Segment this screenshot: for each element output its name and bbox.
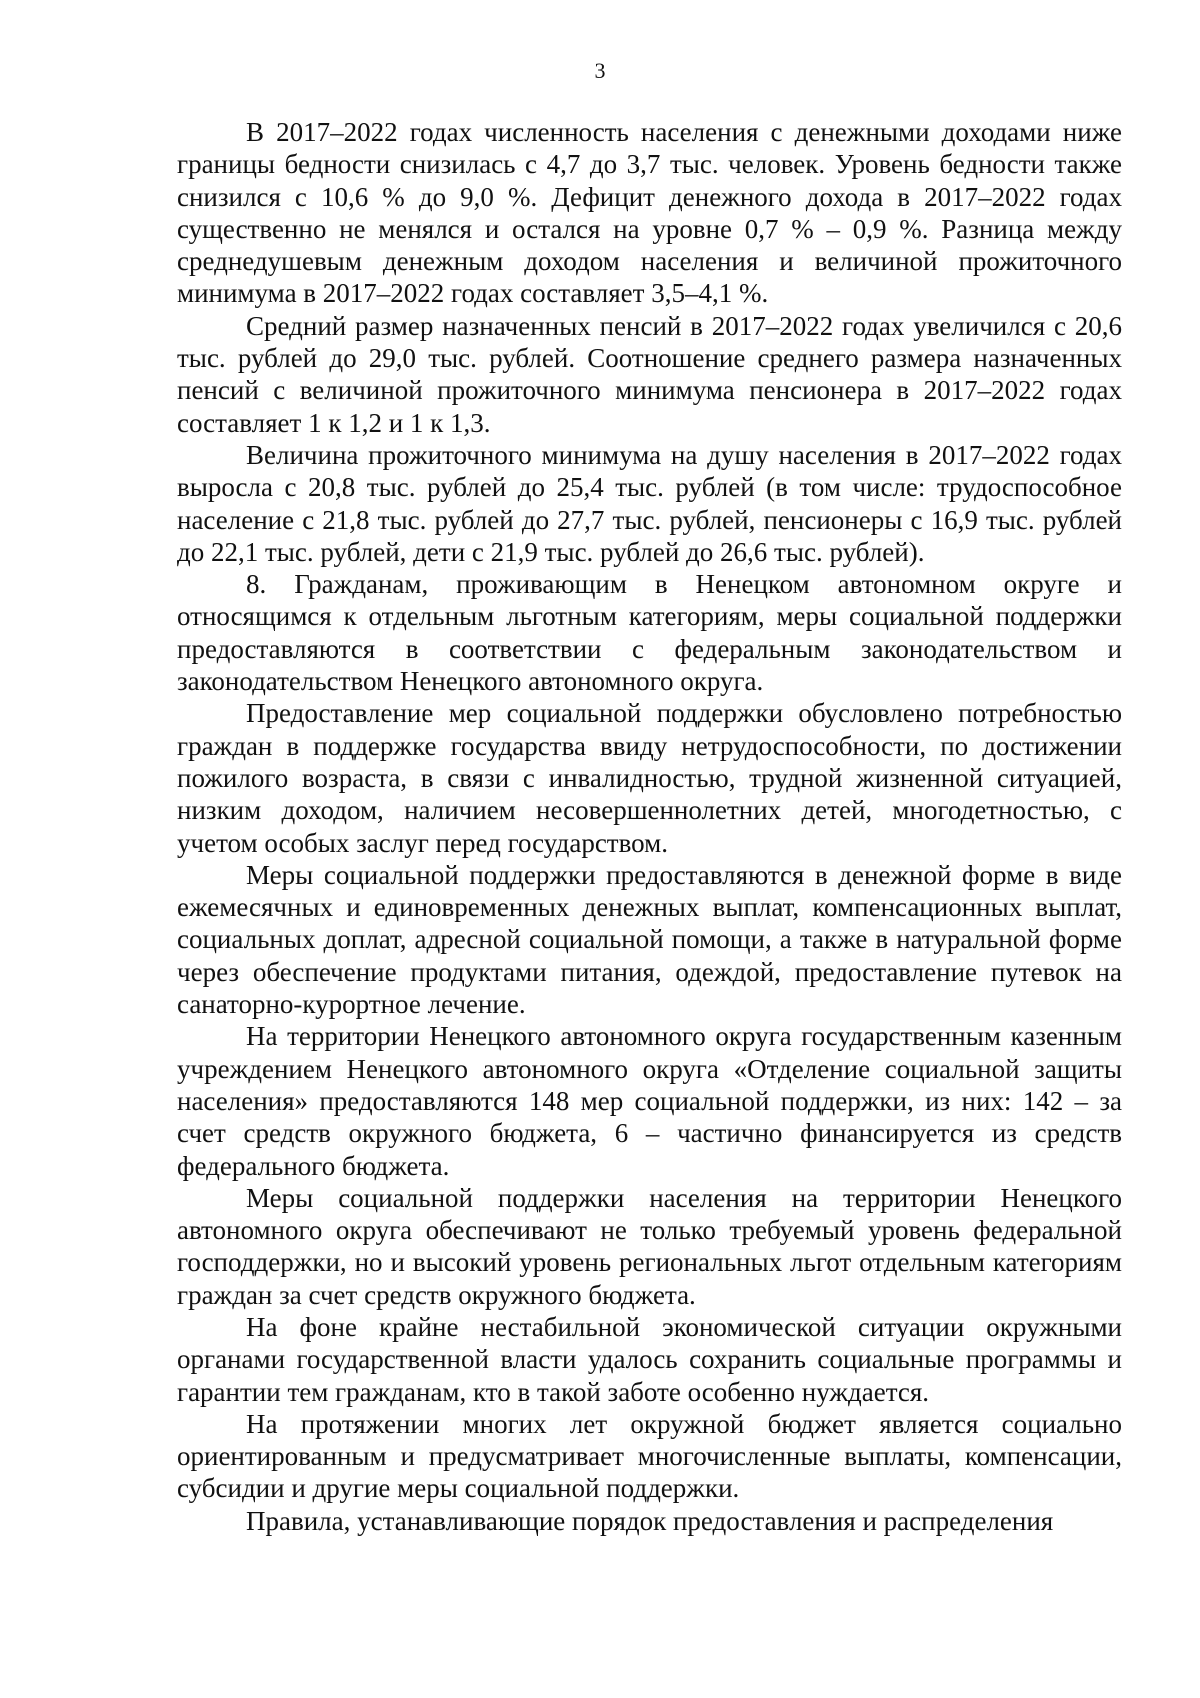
paragraph-support-count: На территории Ненецкого автономного округа государственным казенным учреждением Ненецкого автономного округа «Отделение социальной защиты населения» предоставляются 148 мер социальной поддержки, из них: 142 – за счет средств окружного бюджета, 6 – частично финансируется из средств федерального бюджета. bbox=[177, 1021, 1122, 1181]
paragraph-poverty-statistics: В 2017–2022 годах численность населения с денежными доходами ниже границы бедности снизилась с 4,7 до 3,7 тыс. человек. Уровень бедности также снизился с 10,6 % до 9,0 %. Дефицит денежного дохода в 2017–2022 годах существенно не менялся и остался на уровне 0,7 % – 0,9 %. Разница между среднедушевым денежным доходом населения и величиной прожиточного минимума в 2017–2022 годах составляет 3,5–4,1 %. bbox=[177, 117, 1122, 309]
paragraph-social-budget: На протяжении многих лет окружной бюджет является социально ориентированным и предусматривает многочисленные выплаты, компенсации, субсидии и другие меры социальной поддержки. bbox=[177, 1408, 1122, 1504]
page-number: 3 bbox=[594, 58, 606, 83]
paragraph-economic-situation: На фоне крайне нестабильной экономической ситуации окружными органами государственной власти удалось сохранить социальные программы и гарантии тем гражданам, кто в такой заботе особенно нуждается. bbox=[177, 1311, 1122, 1407]
paragraph-subsistence-minimum: Величина прожиточного минимума на душу населения в 2017–2022 годах выросла с 20,8 тыс. рублей до 25,4 тыс. рублей (в том числе: трудоспособное население с 21,8 тыс. рублей до 27,7 тыс. рублей, пенсионеры с 16,9 тыс. рублей до 22,1 тыс. рублей, дети с 21,9 тыс. рублей до 26,6 тыс. рублей). bbox=[177, 439, 1122, 567]
paragraph-item-8-social-support: 8. Гражданам, проживающим в Ненецком автономном округе и относящимся к отдельным льготным категориям, меры социальной поддержки предоставляются в соответствии с федеральным законодательством и законодательством Ненецкого автономного округа. bbox=[177, 569, 1122, 697]
paragraph-support-level: Меры социальной поддержки населения на территории Ненецкого автономного округа обеспечивают не только требуемый уровень федеральной господдержки, но и высокий уровень региональных льгот отдельным категориям граждан за счет средств окружного бюджета. bbox=[177, 1182, 1122, 1310]
paragraph-support-forms: Меры социальной поддержки предоставляются в денежной форме в виде ежемесячных и единовременных денежных выплат, компенсационных выплат, социальных доплат, адресной социальной помощи, а также в натуральной форме через обеспечение продуктами питания, одеждой, предоставление путевок на санаторно-курортное лечение. bbox=[177, 859, 1122, 1020]
paragraph-rules-fragment: Правила, устанавливающие порядок предоставления и распределения bbox=[246, 1505, 1054, 1536]
document-body bbox=[177, 116, 1122, 1537]
paragraph-pension-size: Средний размер назначенных пенсий в 2017–2022 годах увеличился с 20,6 тыс. рублей до 29,0 тыс. рублей. Соотношение среднего размера назначенных пенсий с величиной прожиточного минимума пенсионера в 2017–2022 годах составляет 1 к 1,2 и 1 к 1,3. bbox=[177, 310, 1122, 438]
paragraph-support-reasons: Предоставление мер социальной поддержки обусловлено потребностью граждан в поддержке государства ввиду нетрудоспособности, по достижении пожилого возраста, в связи с инвалидностью, трудной жизненной ситуацией, низким доходом, наличием несовершеннолетних детей, многодетностью, с учетом особых заслуг перед государством. bbox=[177, 698, 1122, 858]
